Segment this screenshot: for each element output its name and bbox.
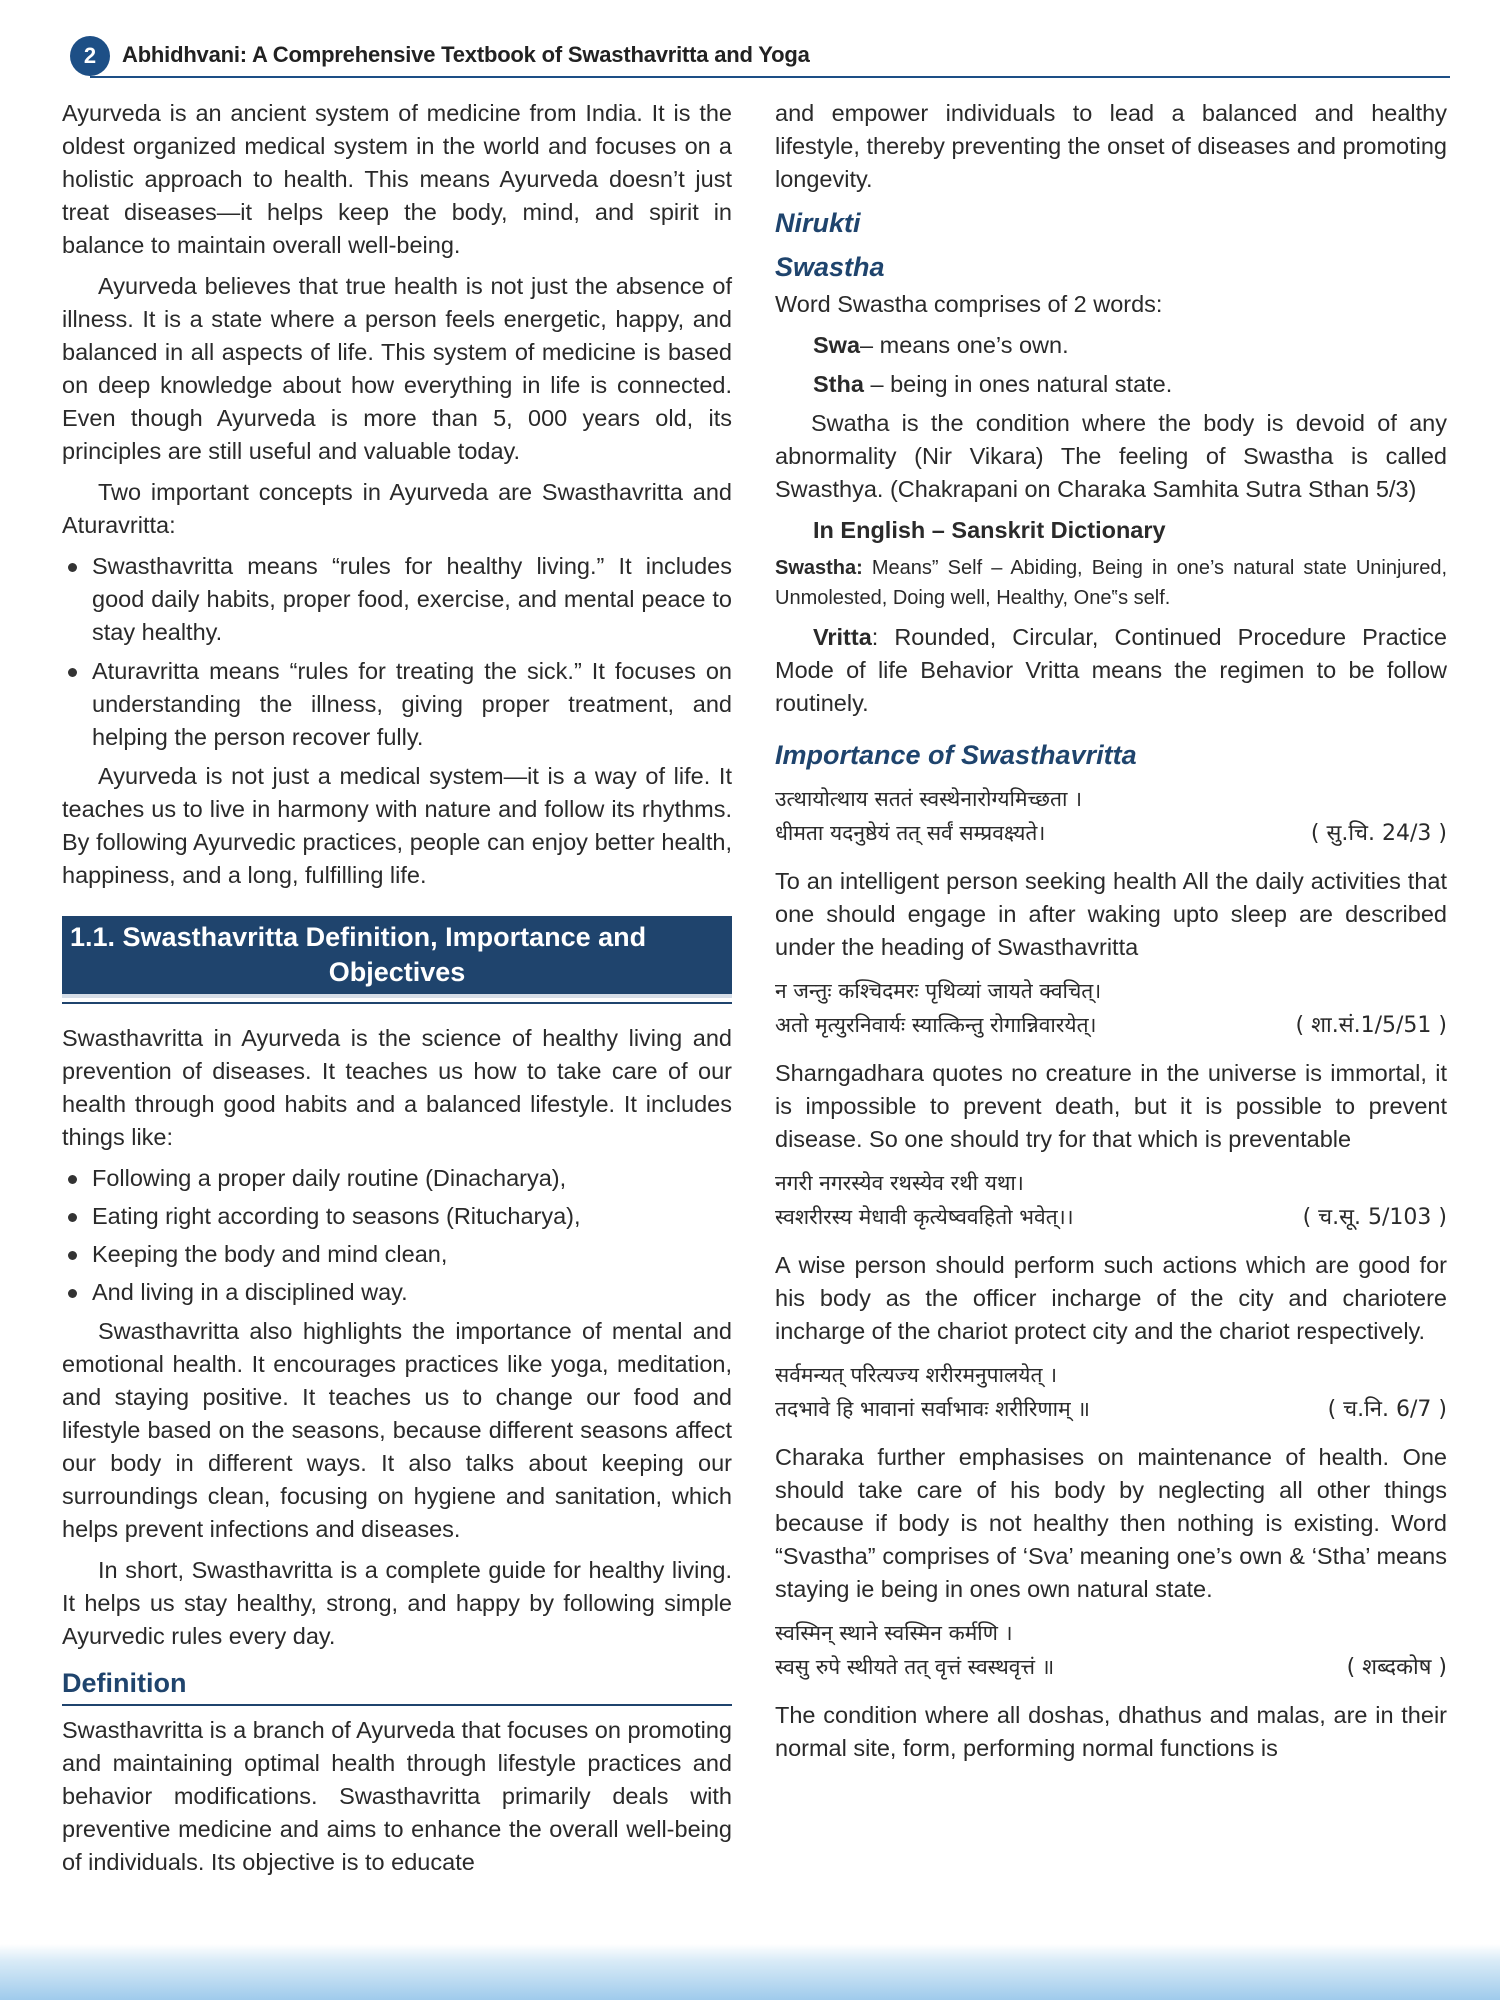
verse-meaning: The condition where all doshas, dhathus and malas, are in their normal site, form, performing normal functions is xyxy=(775,1702,1447,1761)
importance-heading: Importance of Swasthavritta xyxy=(775,740,1137,770)
verse-block xyxy=(775,974,1447,1043)
verse-reference: ( सु.चि. 24/3 ) xyxy=(1310,821,1447,846)
swa-definition xyxy=(813,329,1447,362)
right-column xyxy=(775,97,1447,1773)
word-intro: Word Swastha comprises of 2 words: xyxy=(775,291,1163,317)
verse-line-2: धीमता यदनुष्ठेयं तत् सर्वं सम्प्रवक्ष्यते। xyxy=(775,821,1046,845)
verse-line-1: स्वस्मिन् स्थाने स्वस्मिन कर्मणि । xyxy=(775,1621,1013,1645)
header-rule xyxy=(90,76,1450,78)
swastha-dictionary-term: Swastha: xyxy=(775,557,863,579)
list-item: Aturavritta means “rules for treating the sick.” It focuses on understanding the illness, giving proper treatment, and helping the person recover fully. xyxy=(62,655,732,754)
definition-heading: Definition xyxy=(62,1667,732,1706)
verse-block xyxy=(775,1166,1447,1235)
vritta-meaning: : Rounded, Circular, Continued Procedure Practice Mode of life Behavior Vritta means the regimen to be follow routinely. xyxy=(775,624,1447,716)
verse-meaning: A wise person should perform such actions which are good for his body as the officer incharge of the city and chariotere incharge of the chariot protect city and the chariot respectively. xyxy=(775,1252,1447,1344)
stha-meaning: – being in ones natural state. xyxy=(863,371,1173,397)
verse-reference: ( च.नि. 6/7 ) xyxy=(1327,1397,1447,1422)
section-heading-box xyxy=(62,916,732,998)
verse-line-1: सर्वमन्यत् परित्यज्य शरीरमनुपालयेत् । xyxy=(775,1363,1058,1387)
continued-paragraph: and empower individuals to lead a balanced and healthy lifestyle, thereby preventing the onset of diseases and promoting longevity. xyxy=(775,100,1447,192)
footer-band xyxy=(0,1944,1500,2000)
verse-block xyxy=(775,1358,1447,1427)
verse-line-2: स्वसु रुपे स्थीयते तत् वृत्तं स्वस्थवृत्तं ॥ xyxy=(775,1655,1055,1679)
verse-meaning: Sharngadhara quotes no creature in the universe is immortal, it is impossible to prevent death, but it is possible to prevent disease. So one should try for that which is preventable xyxy=(775,1060,1447,1152)
left-column xyxy=(62,97,732,1887)
vritta-term: Vritta xyxy=(813,624,872,650)
includes-list xyxy=(62,1162,732,1309)
swastha-heading: Swastha xyxy=(775,252,885,282)
definition-paragraph: Swasthavritta is a branch of Ayurveda that focuses on promoting and maintaining optimal health through lifestyle practices and behavior modifications. Swasthavritta primarily deals with preventive medicine and aims to enhance the overall well-being of individuals. Its objective is to educate xyxy=(62,1717,732,1875)
verse-line-1: न जन्तुः कश्चिदमरः पृथिव्यां जायते क्वचित्। xyxy=(775,979,1102,1003)
vritta-entry xyxy=(775,621,1447,720)
verse-block xyxy=(775,1616,1447,1685)
verse-reference: ( शा.सं.1/5/51 ) xyxy=(1295,1013,1447,1038)
verse-line-2: तदभावे हि भावानां सर्वाभावः शरीरिणाम् ॥ xyxy=(775,1397,1090,1421)
section-paragraph-3: In short, Swasthavritta is a complete guide for healthy living. It helps us stay healthy, strong, and happy by following simple Ayurvedic rules every day. xyxy=(62,1557,732,1649)
section-title-line-1: 1.1. Swasthavritta Definition, Importance and xyxy=(70,922,647,952)
intro-paragraph-3: Two important concepts in Ayurveda are Swasthavritta and Aturavritta: xyxy=(62,479,732,538)
list-item: Eating right according to seasons (Ritucharya), xyxy=(62,1200,732,1233)
section-paragraph-2: Swasthavritta also highlights the importance of mental and emotional health. It encourages practices like yoga, meditation, and staying positive. It teaches us to change our food and lifestyle based on the seasons, because different seasons affect our body in different ways. It also talks about keeping our surroundings clean, focusing on hygiene and sanitation, which helps prevent infections and diseases. xyxy=(62,1318,732,1542)
section-paragraph-1: Swasthavritta in Ayurveda is the science of healthy living and prevention of diseases. It teaches us how to take care of our health through good habits and a balanced lifestyle. It includes things like: xyxy=(62,1025,732,1150)
intro-paragraph-4: Ayurveda is not just a medical system—it is a way of life. It teaches us to live in harmony with nature and follow its rhythms. By following Ayurvedic practices, people can enjoy better health, happiness, and a long, fulfilling life. xyxy=(62,763,732,888)
swastha-dictionary-meaning: Means” Self – Abiding, Being in one’s natural state Uninjured, Unmolested, Doing well, Healthy, One‟s self. xyxy=(775,557,1447,609)
swastha-dictionary-entry xyxy=(775,553,1447,613)
verse-meaning: To an intelligent person seeking health All the daily activities that one should engage in after waking upto sleep are described under the heading of Swasthavritta xyxy=(775,868,1447,960)
swa-meaning: – means one’s own. xyxy=(860,332,1069,358)
swa-term: Swa xyxy=(813,332,861,358)
intro-paragraph-2: Ayurveda believes that true health is not just the absence of illness. It is a state where a person feels energetic, happy, and balanced in all aspects of life. This system of medicine is based on deep knowledge about how everything in life is connected. Even though Ayurveda is more than 5, 000 years old, its principles are still useful and valuable today. xyxy=(62,273,732,464)
list-item: Keeping the body and mind clean, xyxy=(62,1238,732,1271)
concepts-list xyxy=(62,550,732,754)
stha-term: Stha xyxy=(813,371,864,397)
page-header xyxy=(70,36,1450,76)
verse-block xyxy=(775,782,1447,851)
list-item: Following a proper daily routine (Dinacharya), xyxy=(62,1162,732,1195)
list-item: And living in a disciplined way. xyxy=(62,1276,732,1309)
running-title: Abhidhvani: A Comprehensive Textbook of Swasthavritta and Yoga xyxy=(122,42,810,67)
section-rule xyxy=(62,1002,732,1004)
intro-paragraph-1: Ayurveda is an ancient system of medicine from India. It is the oldest organized medical system in the world and focuses on a holistic approach to health. This means Ayurveda doesn’t just treat diseases—it helps keep the body, mind, and spirit in balance to maintain overall well-being. xyxy=(62,100,732,258)
page-number-badge: 2 xyxy=(70,36,110,76)
verse-meaning: Charaka further emphasises on maintenance of health. One should take care of his body by neglecting all other things because if body is not healthy then nothing is existing. Word “Svastha” comprises of ‘Sva’ meaning one’s own & ‘Stha’ means staying ie being in ones own natural state. xyxy=(775,1444,1447,1602)
swatha-paragraph: Swatha is the condition where the body is devoid of any abnormality (Nir Vikara) The feeling of Swastha is called Swasthya. (Chakrapani on Charaka Samhita Sutra Sthan 5/3) xyxy=(775,410,1447,502)
verse-reference: ( शब्दकोष ) xyxy=(1346,1655,1447,1680)
section-title-line-2: Objectives xyxy=(328,957,466,987)
verse-reference: ( च.सू. 5/103 ) xyxy=(1302,1205,1447,1230)
verse-line-1: नगरी नगरस्येव रथस्येव रथी यथा। xyxy=(775,1171,1024,1195)
verse-line-2: स्वशरीरस्य मेधावी कृत्येष्ववहितो भवेत्।। xyxy=(775,1205,1074,1229)
nirukti-heading: Nirukti xyxy=(775,208,861,238)
verse-line-2: अतो मृत्युरनिवार्यः स्यात्किन्तु रोगान्निवारयेत्। xyxy=(775,1013,1097,1037)
verse-line-1: उत्थायोत्थाय सततं स्वस्थेनारोग्यमिच्छता । xyxy=(775,787,1083,811)
dictionary-heading: In English – Sanskrit Dictionary xyxy=(813,517,1166,543)
stha-definition xyxy=(813,368,1447,401)
list-item: Swasthavritta means “rules for healthy living.” It includes good daily habits, proper food, exercise, and mental peace to stay healthy. xyxy=(62,550,732,649)
